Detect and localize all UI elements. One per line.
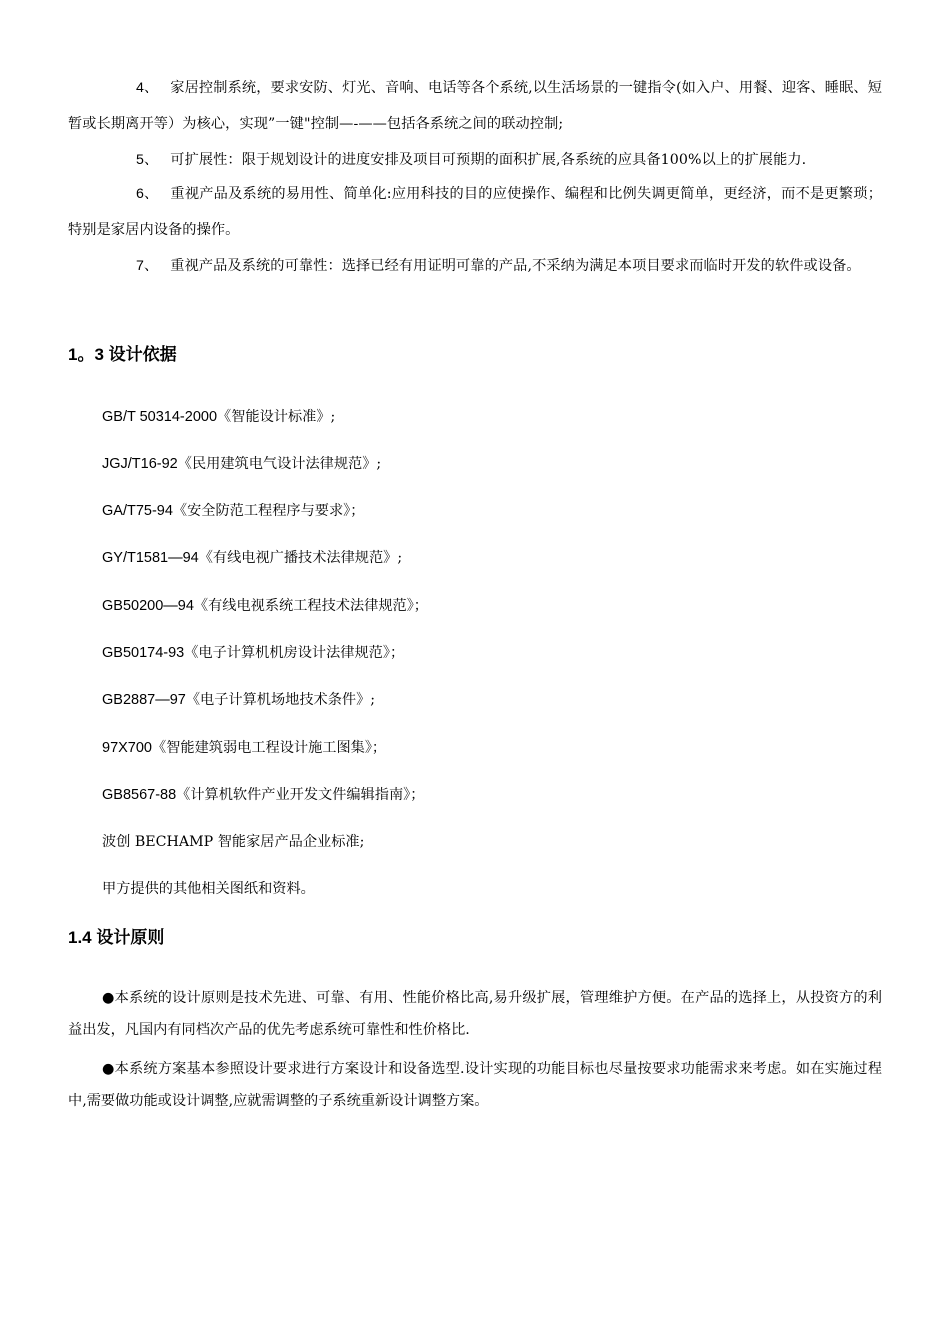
section-heading-1-4: 1.4 设计原则 xyxy=(68,928,165,947)
item-text: 重视产品及系统的可靠性：选择已经有用证明可靠的产品,不采纳为满足本项目要求而临时开发的软件或设备。 xyxy=(170,258,861,274)
reference-name: 《计算机软件产业开发文件编辑指南》； xyxy=(176,787,425,803)
reference-name: 《智能建筑弱电工程设计施工图集》； xyxy=(152,740,387,756)
bullet-item: ●本系统方案基本参照设计要求进行方案设计和设备选型.设计实现的功能目标也尽量按要求功能需求来考虑。如在实施过程中,需要做功能或设计调整,应就需调整的子系统重新设计调整方案。 xyxy=(68,1061,882,1109)
reference-name: 《有线电视广播技术法律规范》; xyxy=(198,550,403,566)
reference-name: 《安全防范工程程序与要求》； xyxy=(172,503,365,519)
reference-name: 《电子计算机场地技术条件》; xyxy=(185,692,376,708)
reference-name: 《智能设计标准》; xyxy=(217,409,336,425)
reference-code: GB50200—94 xyxy=(102,598,194,614)
reference-code: 97X700 xyxy=(102,740,152,756)
reference-name: 《有线电视系统工程技术法律规范》； xyxy=(193,598,428,614)
reference-item xyxy=(102,832,364,852)
item-text: 可扩展性：限于规划设计的进度安排及项目可预期的面积扩展,各系统的应具备100%以上的扩展能力. xyxy=(170,152,807,168)
reference-item xyxy=(102,596,428,616)
reference-item xyxy=(102,785,424,805)
reference-item xyxy=(102,738,386,758)
reference-item xyxy=(102,643,404,663)
list-item-7 xyxy=(68,248,882,284)
reference-item xyxy=(102,407,335,427)
section-heading-1-3: 1。3 设计依据 xyxy=(68,345,177,364)
reference-item xyxy=(102,501,364,521)
reference-code: GY/T1581—94 xyxy=(102,550,199,566)
reference-item xyxy=(102,548,402,568)
reference-item xyxy=(102,879,315,899)
reference-code: GB2887—97 xyxy=(102,692,186,708)
reference-code: GB/T 50314-2000 xyxy=(102,409,218,425)
item-number: 7、 xyxy=(136,258,159,274)
reference-name: 《民用建筑电气设计法律规范》; xyxy=(177,456,382,472)
item-number: 6、 xyxy=(136,186,159,202)
item-number: 4、 xyxy=(136,80,159,96)
reference-code: GA/T75-94 xyxy=(102,503,173,519)
bullet-item: ●本系统的设计原则是技术先进、可靠、有用、性能价格比高,易升级扩展，管理维护方便。在产品的选择上，从投资方的利益出发，凡国内有同档次产品的优先考虑系统可靠性和性价格比. xyxy=(68,990,882,1038)
reference-name: 甲方提供的其他相关图纸和资料。 xyxy=(102,881,315,897)
list-item-6 xyxy=(68,176,882,248)
reference-name: 《电子计算机机房设计法律规范》； xyxy=(184,645,405,661)
reference-name: 波创 BECHAMP 智能家居产品企业标准; xyxy=(102,834,365,850)
reference-code: GB50174-93 xyxy=(102,645,185,661)
item-text: 家居控制系统，要求安防、灯光、音响、电话等各个系统,以生活场景的一键指令(如入户、用餐、迎客、睡眠、短暂或长期离开等）为核心，实现”一键"控制—-——包括各系统之间的联动控制; xyxy=(68,80,882,132)
reference-code: GB8567-88 xyxy=(102,787,177,803)
list-item-5 xyxy=(68,142,882,178)
item-number: 5、 xyxy=(136,152,159,168)
reference-item xyxy=(102,454,381,474)
item-text: 重视产品及系统的易用性、简单化:应用科技的目的应使操作、编程和比例失调更简单，更经济，而不是更繁琐；特别是家居内设备的操作。 xyxy=(68,186,882,238)
list-item-4 xyxy=(68,70,882,142)
reference-code: JGJ/T16-92 xyxy=(102,456,178,472)
reference-item xyxy=(102,690,375,710)
